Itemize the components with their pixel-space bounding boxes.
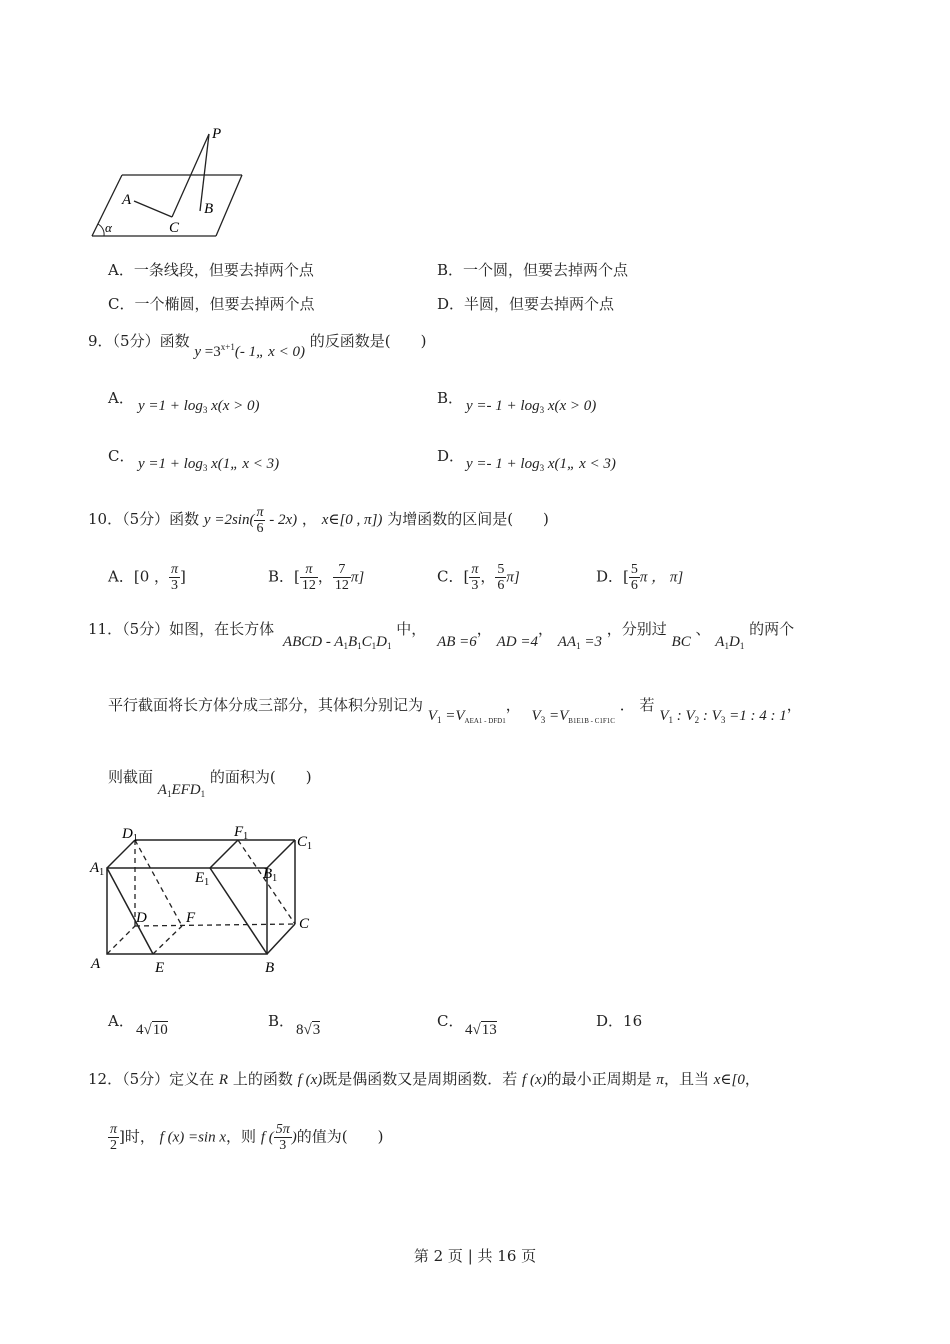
q8-option-d: D．半圆，但要去掉两个点 xyxy=(437,295,615,313)
q9-option-c-letter: C． xyxy=(108,447,135,465)
q11-ab: AB =6 xyxy=(437,634,477,650)
edge-b-c xyxy=(267,924,295,954)
q11-option-b: 8√3 xyxy=(296,1022,321,1038)
q11-bc: BC xyxy=(671,634,691,650)
q11-option-b-letter: B． xyxy=(268,1012,295,1030)
q9-function: $y =3^{x+1}(-$ 1„ x < 0) xyxy=(194,342,305,360)
page-footer: 第 2 页 | 共 16 页 xyxy=(413,1247,537,1265)
q9-option-d: $y =- 1 + \log_3$ x(1„ x < 3) xyxy=(466,456,616,473)
q9-option-a-letter: A． xyxy=(108,389,134,407)
label-c1: $C_1$ xyxy=(297,834,313,852)
q11-line3: 则截面 $A_1EFD_1$ 的面积为( ) xyxy=(108,768,312,799)
label-e: E xyxy=(155,960,165,976)
q8-option-a: A．一条线段，但要去掉两个点 xyxy=(108,261,314,279)
q8-option-b: B．一个圆，但要去掉两个点 xyxy=(437,261,629,279)
q11-box: ABCD - $A_1B_1C_1D_1$ xyxy=(282,634,392,651)
q10-number: 10．（5分）函数 xyxy=(88,509,200,528)
segment-ac xyxy=(134,201,172,217)
q10-option-d: D．[ $\frac{5}{6}$ π ， π] xyxy=(596,562,684,593)
plane-figure xyxy=(85,120,255,245)
q10-stem: 10．（5分）函数 y =2sin( $\frac{\pi}{6}$ - 2x) ， x∈[0 , π]) 为增函数的区间是( ) xyxy=(88,505,549,536)
q11-v3: $V_3 =V_{B1E1B - C1F1C}$ xyxy=(531,708,615,725)
label-a: A xyxy=(122,192,132,208)
q11-v1: $V_1 =V_{AEA1}$ $_{- DFD1}$ xyxy=(427,708,506,725)
q12-line2: $\frac{\pi}{2}$ ]时， f (x) =sin x，则 f ( $\frac{5\pi}{3}$ )的值为( ) xyxy=(110,1122,384,1153)
label-a: A xyxy=(91,956,101,972)
q11-option-c-letter: C． xyxy=(437,1012,464,1030)
q10-option-a: A．[0 ， $\frac{\pi}{3}$ ] xyxy=(108,562,186,593)
angle-arc xyxy=(98,224,104,236)
q11-option-a-letter: A． xyxy=(108,1012,134,1030)
q10-domain: x∈[0 , π]) xyxy=(321,511,383,528)
edge-b1-c1 xyxy=(267,840,295,868)
plane-edge-right xyxy=(216,175,242,236)
q9-suffix: 的反函数是( ) xyxy=(309,332,427,350)
q11-section: $A_1EFD_1$ xyxy=(157,782,206,799)
edge-e1-f1 xyxy=(210,840,238,868)
q10-function: y =2sin( $\frac{\pi}{6}$ - 2x) xyxy=(203,505,298,536)
q11-aa1: $AA_1 =3$ xyxy=(557,634,602,651)
edge-e1-b xyxy=(210,868,267,954)
q9-stem xyxy=(88,330,427,360)
q10-suffix: 为增函数的区间是( ) xyxy=(387,509,549,528)
q11-ratio: $V_1$ : $V_2$ : $V_3 =1$ : 4 : 1 xyxy=(659,708,787,725)
hidden-a-d xyxy=(107,926,135,954)
hidden-d-c xyxy=(135,924,295,926)
q9-option-c: $y =1 + \log_3$ x(1„ x < 3) xyxy=(138,456,280,473)
label-f: F xyxy=(186,910,196,926)
label-p: P xyxy=(212,126,222,142)
label-d1: $D_1$ xyxy=(122,826,138,844)
label-c: C xyxy=(169,220,180,236)
q12-number: 12．（5分）定义在 xyxy=(88,1070,215,1088)
label-alpha: α xyxy=(105,220,112,235)
hidden-e-f xyxy=(153,926,182,954)
q9-option-a: $y =1 + \log_3 x(x > 0)$ xyxy=(138,398,260,415)
label-b: B xyxy=(204,201,214,217)
q11-option-d: D．16 xyxy=(596,1012,643,1030)
label-a1: $A_1$ xyxy=(90,860,105,878)
q9-option-b: $y =- 1 + \log_3 x(x > 0)$ xyxy=(466,398,597,415)
q11-option-c: 4√13 xyxy=(465,1022,497,1038)
q11-line2: 平行截面将长方体分成三部分，其体积分别记为 $V_1 =V_{AEA1}$ $_{- DFD1}$， $V_3 =V_{B1E1B - C1F1C}$ ． 若 $V_1$ : $V_2$ : $V_3 =1$ : 4 : 1， xyxy=(108,696,802,725)
q12-line1: 12．（5分）定义在 R 上的函数 f (x)既是偶函数又是周期函数．若 f (x)的最小正周期是 π，且当 x∈[0， xyxy=(88,1070,760,1088)
label-b1: $B_1$ xyxy=(263,866,278,884)
label-d: D xyxy=(136,910,147,926)
q9-option-b-letter: B． xyxy=(437,389,464,407)
q11-ad: AD =4 xyxy=(496,634,538,650)
label-b: B xyxy=(265,960,275,976)
label-f1: $F_1$ xyxy=(234,824,249,842)
cuboid-figure xyxy=(85,820,325,980)
edge-a1-d1 xyxy=(107,840,135,868)
q10-option-b: B．[ $\frac{\pi}{12}$ ， $\frac{7}{12}$ π] xyxy=(268,562,365,593)
label-e1: $E_1$ xyxy=(195,870,210,888)
q9-number: 9．（5分）函数 xyxy=(88,332,190,350)
q11-a1d1: $A_1D_1$ xyxy=(715,634,745,651)
q11-option-a: 4√10 xyxy=(136,1022,168,1038)
q11-number: 11．（5分）如图，在长方体 xyxy=(88,620,275,638)
label-c: C xyxy=(299,916,310,932)
q9-option-d-letter: D． xyxy=(437,447,465,465)
q8-option-c: C．一个椭圆，但要去掉两个点 xyxy=(108,295,315,313)
q10-option-c: C．[ $\frac{\pi}{3}$ ， $\frac{5}{6}$ π] xyxy=(437,562,520,593)
q11-line1: 11．（5分）如图，在长方体 ABCD - $A_1B_1C_1D_1$ 中， AB =6， AD =4， $AA_1 =3$ ，分别过 BC 、 $A_1D_1$ 的两个 xyxy=(88,620,795,651)
